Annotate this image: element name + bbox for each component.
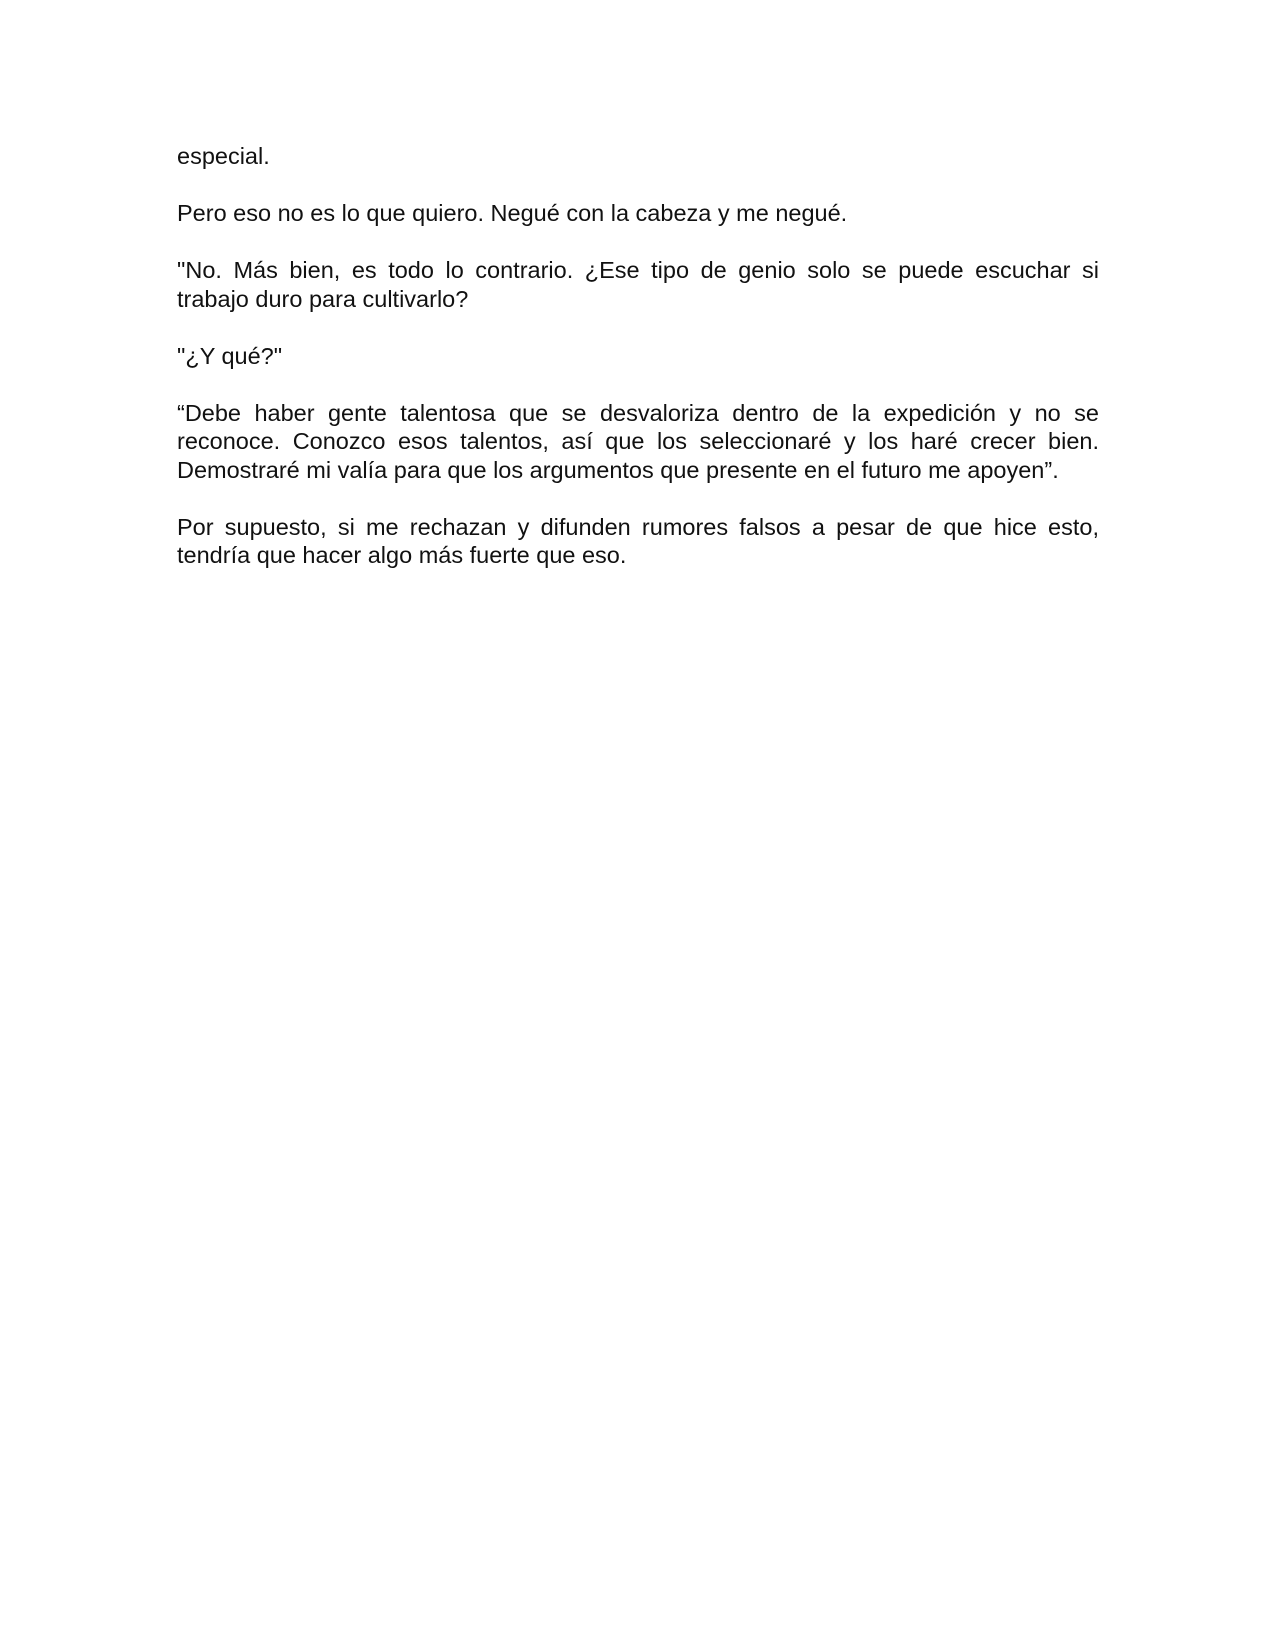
paragraph: “Debe haber gente talentosa que se desvaloriza dentro de la expedición y no se reconoce. Conozco esos talentos, así que los seleccionaré y los haré crecer bien. Demostraré mi valía para que los argumentos que presente en el futuro me apoyen”.: [177, 399, 1099, 483]
paragraph: Por supuesto, si me rechazan y difunden rumores falsos a pesar de que hice esto, tendría que hacer algo más fuerte que eso.: [177, 513, 1099, 568]
paragraph: Pero eso no es lo que quiero. Negué con la cabeza y me negué.: [177, 200, 848, 226]
paragraph: especial.: [177, 143, 270, 169]
paragraph: "¿Y qué?": [177, 342, 283, 369]
paragraph: "No. Más bien, es todo lo contrario. ¿Ese tipo de genio solo se puede escuchar si trabajo duro para cultivarlo?: [177, 257, 1099, 312]
document-body: [177, 142, 1099, 598]
